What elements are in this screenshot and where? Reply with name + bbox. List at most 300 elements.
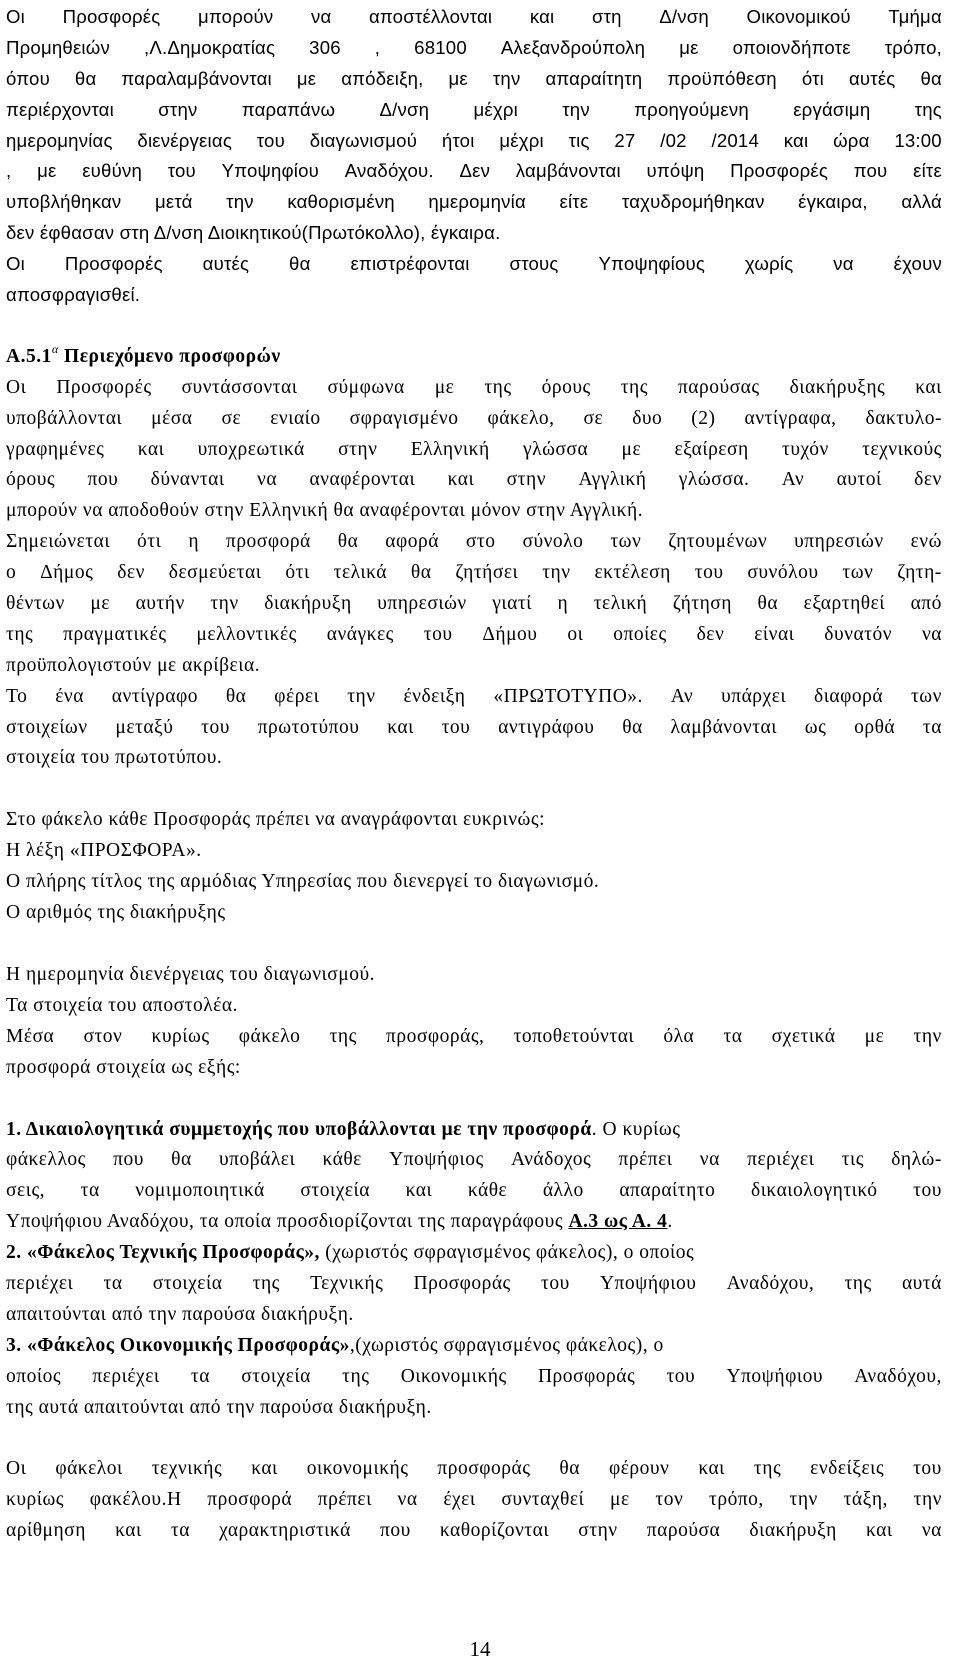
- word: της: [620, 376, 648, 398]
- word: σύμφωνα: [327, 376, 405, 398]
- word: της: [484, 376, 512, 398]
- text-line: απαιτούνται από την παρούσα διακήρυξη.: [6, 1303, 354, 1325]
- word: Δήμος: [40, 562, 94, 584]
- word: θα: [622, 716, 643, 738]
- word: και: [447, 469, 475, 491]
- word: φέρει: [274, 685, 320, 707]
- word: του: [666, 1365, 696, 1387]
- word: της: [844, 1272, 872, 1294]
- text-line: [6, 1331, 942, 1362]
- list-item: [6, 1238, 942, 1331]
- word: Αναδόχου,: [854, 1365, 942, 1387]
- word: διαφορά: [814, 685, 884, 707]
- word: Το: [6, 685, 28, 707]
- item-text: .: [667, 1211, 673, 1233]
- word: κάθε: [322, 1149, 362, 1171]
- item-text: ,(χωριστός σφραγισμένος φάκελος), ο: [349, 1334, 664, 1356]
- word: Τεχνικής: [310, 1272, 384, 1294]
- word: καθορισμένη: [287, 191, 395, 213]
- word: περιέρχονται: [6, 98, 114, 120]
- text-line: [6, 249, 942, 280]
- word: να: [310, 6, 332, 27]
- word: να: [833, 253, 854, 275]
- word: αρίθμηση: [6, 1520, 86, 1542]
- word: αντιγράφου: [498, 716, 595, 738]
- word: 68100: [414, 36, 467, 58]
- word: προϋπόθεση: [667, 67, 777, 89]
- word: Προσφορές: [730, 160, 829, 182]
- word: την: [789, 1489, 818, 1511]
- word: στοιχεία: [241, 1365, 311, 1387]
- word: υπάρχει: [721, 685, 787, 707]
- word: και: [387, 716, 414, 738]
- word: λαμβάνονται: [670, 716, 777, 738]
- word: Προσφορές: [56, 376, 152, 398]
- word: καθορίζονται: [439, 1520, 550, 1542]
- item-title: Φάκελος Τεχνικής Προσφοράς»,: [37, 1242, 320, 1264]
- word: σύνολο: [522, 531, 584, 553]
- word: περιέχει: [747, 1149, 815, 1171]
- word: πρωτοτύπου: [257, 716, 360, 738]
- text-line: [6, 404, 942, 435]
- word: προηγούμενη: [634, 98, 749, 120]
- word: Υποψήφιος: [389, 1149, 484, 1171]
- word: Υποψηφίους: [598, 253, 706, 275]
- word: χωρίς: [744, 253, 794, 275]
- word: θα: [920, 67, 942, 89]
- word: μέχρι: [499, 129, 544, 151]
- item-title: 1. Δικαιολογητικά συμμετοχής που υποβάλλονται με την προσφορά: [6, 1118, 592, 1140]
- word: ως: [804, 716, 827, 738]
- word: διενέργειας: [137, 129, 232, 151]
- word: με: [37, 160, 57, 182]
- word: Υποψήφιου: [599, 1272, 697, 1294]
- word: τα: [723, 1025, 743, 1047]
- word: ότι: [801, 67, 824, 89]
- word: τοποθετούνται: [513, 1025, 635, 1047]
- section-superscript: α: [51, 341, 59, 356]
- word: τελικά: [333, 562, 387, 584]
- text-line: [6, 465, 942, 496]
- section-title: Περιεχόμενο προσφορών: [64, 345, 281, 367]
- word: μετά: [154, 191, 193, 213]
- text-line: μπορούν να αποδοθούν στην Ελληνική θα αναφέρονται μόνον στην Αγγλική.: [6, 500, 644, 522]
- word: ζήτηση: [672, 593, 733, 615]
- word: τις: [568, 129, 590, 151]
- word: φάκελλος: [6, 1149, 86, 1171]
- word: (2): [691, 407, 716, 429]
- word: ο: [6, 562, 17, 584]
- word: γιατί: [492, 593, 532, 615]
- word: τα: [190, 1365, 210, 1387]
- word: παραλαμβάνονται: [121, 67, 272, 89]
- word: θα: [74, 67, 97, 89]
- word: ,: [374, 36, 381, 58]
- word: 27: [614, 129, 636, 151]
- text-line: [6, 435, 942, 466]
- word: εκτέλεση: [594, 562, 671, 584]
- word: ώρα: [833, 129, 870, 151]
- word: τρόπο,: [709, 1489, 764, 1511]
- word: στη: [591, 6, 622, 27]
- word: οικονομικής: [306, 1458, 409, 1480]
- text-line: [6, 1022, 942, 1053]
- word: Προσφοράς: [537, 1365, 636, 1387]
- spacer: [6, 774, 942, 805]
- word: προσφοράς,: [386, 1025, 485, 1047]
- word: οποιονδήποτε: [732, 36, 851, 58]
- word: που: [379, 1520, 411, 1542]
- word: ένα: [55, 685, 84, 707]
- word: θα: [757, 593, 779, 615]
- word: που: [113, 1149, 144, 1171]
- word: δεν: [117, 562, 145, 584]
- word: συνόλου: [747, 562, 819, 584]
- word: 306: [309, 36, 341, 58]
- word: διακήρυξη: [749, 1520, 837, 1542]
- word: /2014: [711, 129, 759, 151]
- word: λαμβάνονται: [515, 160, 621, 182]
- word: η: [188, 531, 200, 553]
- word: έχει: [443, 1489, 476, 1511]
- body-paragraph: [6, 373, 942, 775]
- spacer: [6, 1084, 942, 1115]
- word: με: [448, 67, 468, 89]
- word: αυτήν: [135, 593, 185, 615]
- word: δυο: [632, 407, 663, 429]
- word: άλλο: [542, 1180, 584, 1202]
- item-title: 3. «Φάκελος Οικονομικής Προσφοράς»: [6, 1334, 350, 1356]
- word: αυτές: [202, 253, 250, 275]
- body-paragraph: [6, 960, 942, 1084]
- word: σφραγισμένο: [349, 407, 459, 429]
- word: θέντων: [6, 593, 65, 615]
- word: παραπάνω: [241, 98, 336, 120]
- word: γλώσσα: [523, 438, 589, 460]
- text-line: Η ημερομηνία διενέργειας του διαγωνισμού.: [6, 963, 376, 985]
- word: του: [694, 562, 724, 584]
- word: να: [397, 1489, 418, 1511]
- item-text: . Ο κυρίως: [591, 1118, 681, 1140]
- word: Αν: [670, 685, 694, 707]
- word: όπου: [6, 67, 50, 89]
- word: κυρίως: [6, 1489, 65, 1511]
- word: έγκαιρα,: [798, 191, 868, 213]
- word: ημερομηνία: [428, 191, 526, 213]
- word: ότι: [285, 562, 310, 584]
- word: του: [423, 623, 453, 645]
- word: στην: [506, 469, 547, 491]
- word: συντάσσονται: [181, 376, 298, 398]
- word: την: [492, 67, 521, 89]
- word: δεν: [696, 623, 725, 645]
- word: Προμηθειών: [6, 36, 110, 58]
- word: και: [698, 1458, 725, 1480]
- word: Αλεξανδρούπολη: [500, 36, 646, 58]
- word: φέρουν: [608, 1458, 670, 1480]
- word: ενιαίο: [270, 407, 321, 429]
- word: της: [342, 1365, 370, 1387]
- word: και: [915, 376, 942, 398]
- word: δακτυλο-: [865, 407, 942, 429]
- text-line: [6, 1176, 942, 1207]
- word: της: [914, 98, 942, 120]
- word: ενδείξεις: [810, 1458, 885, 1480]
- word: Ελληνική: [410, 438, 490, 460]
- word: δηλώ-: [891, 1149, 942, 1171]
- word: των: [910, 685, 942, 707]
- word: Μέσα: [6, 1025, 55, 1047]
- word: την: [562, 98, 590, 120]
- spacer: [6, 929, 942, 960]
- word: Αναδόχου.: [344, 160, 434, 182]
- word: που: [87, 469, 119, 491]
- word: στοιχεία: [152, 1272, 223, 1294]
- word: της: [252, 1272, 280, 1294]
- word: του: [256, 129, 285, 151]
- text-line: [6, 1238, 942, 1269]
- text-line: [6, 373, 942, 404]
- word: Οι: [6, 253, 25, 275]
- word: και: [137, 438, 165, 460]
- text-line: Τα στοιχεία του αποστολέα.: [6, 994, 238, 1016]
- word: Οι: [6, 1458, 27, 1480]
- list-item: [6, 1331, 942, 1424]
- word: Οι: [6, 376, 27, 398]
- text-line: Ο πλήρης τίτλος της αρμόδιας Υπηρεσίας που διενεργεί το διαγωνισμό.: [6, 871, 600, 893]
- text-line: [6, 1269, 942, 1300]
- word: ζητήσει: [455, 562, 519, 584]
- word: αποστέλλονται: [368, 6, 493, 27]
- word: την: [913, 1489, 942, 1511]
- text-line: [6, 527, 942, 558]
- text-line: [6, 2, 942, 33]
- text-line: [6, 558, 942, 589]
- text-line: [6, 95, 942, 126]
- word: να: [921, 623, 942, 645]
- spacer: [6, 1423, 942, 1454]
- word: στους: [509, 253, 559, 275]
- text-line: [6, 156, 942, 187]
- intro-paragraph: [6, 2, 942, 311]
- word: μεταξύ: [115, 716, 174, 738]
- item-number: 2. «: [6, 1242, 38, 1264]
- word: δύνανται: [150, 469, 225, 491]
- word: αυτά: [901, 1272, 942, 1294]
- envelope-markings: [6, 805, 942, 929]
- word: με: [90, 593, 111, 615]
- closing-paragraph: [6, 1454, 942, 1547]
- word: θα: [410, 562, 432, 584]
- word: θα: [225, 685, 247, 707]
- word: «ΠΡΩΤΟΤΥΠΟ».: [493, 685, 643, 707]
- word: Δήμου: [482, 623, 538, 645]
- word: Προσφοράς: [413, 1272, 511, 1294]
- word: ταχυδρομήθηκαν: [621, 191, 765, 213]
- word: υποχρεωτικά: [197, 438, 305, 460]
- word: είναι: [754, 623, 795, 645]
- word: και: [529, 6, 555, 27]
- text-line: [6, 33, 942, 64]
- word: σε: [221, 407, 242, 429]
- word: πρέπει: [618, 1149, 673, 1171]
- text-line: [6, 713, 942, 744]
- word: και: [783, 129, 809, 151]
- word: σε: [583, 407, 604, 429]
- word: όλα: [663, 1025, 695, 1047]
- text-line: [6, 1145, 942, 1176]
- list-item: [6, 1115, 942, 1239]
- word: Δεν: [459, 160, 491, 182]
- text-line: [6, 64, 942, 95]
- word: και: [115, 1520, 142, 1542]
- word: θα: [337, 531, 359, 553]
- word: όρους: [541, 376, 591, 398]
- text-line: [6, 620, 942, 651]
- word: με: [434, 376, 455, 398]
- word: στοιχεία: [300, 1180, 371, 1202]
- word: και: [405, 1180, 433, 1202]
- word: ,Λ.Δημοκρατίας: [143, 36, 276, 58]
- word: όρους: [6, 469, 56, 491]
- word: του: [201, 716, 230, 738]
- text-line: [6, 187, 942, 218]
- word: της: [6, 623, 34, 645]
- word: μέχρι: [473, 98, 518, 120]
- word: δεν: [914, 469, 942, 491]
- word: εξαρτηθεί: [803, 593, 886, 615]
- word: οι: [567, 623, 584, 645]
- word: τα: [103, 1272, 123, 1294]
- word: του: [540, 1272, 570, 1294]
- word: θα: [171, 1149, 192, 1171]
- word: επιστρέφονται: [350, 253, 470, 275]
- word: Υποψηφίου: [221, 160, 320, 182]
- word: απόδειξη,: [341, 67, 424, 89]
- document-page: [6, 2, 942, 1547]
- word: Προσφορές: [64, 253, 163, 275]
- word: ζητουμένων: [668, 531, 768, 553]
- word: την: [542, 562, 571, 584]
- word: Οι: [6, 6, 25, 27]
- text-line: Ο αριθμός της διακήρυξης: [6, 902, 226, 924]
- word: πραγματικές: [63, 623, 167, 645]
- word: υποβάλλονται: [6, 407, 123, 429]
- word: και: [251, 1458, 278, 1480]
- word: υποβάλει: [218, 1149, 296, 1171]
- text-line: [6, 1207, 942, 1238]
- word: στην: [578, 1520, 618, 1542]
- word: ζητη-: [897, 562, 942, 584]
- word: τεχνικής: [151, 1458, 223, 1480]
- word: αλλά: [901, 191, 942, 213]
- word: υπόψη: [646, 160, 705, 182]
- word: αναφέρονται: [309, 469, 416, 491]
- word: οποίες: [613, 623, 667, 645]
- word: την: [347, 685, 376, 707]
- word: φάκελο,: [487, 407, 555, 429]
- page-number: 14: [469, 1637, 491, 1661]
- text-line: [6, 1362, 942, 1393]
- word: διαγωνισμού: [309, 129, 418, 151]
- word: τις: [841, 1149, 864, 1171]
- word: η: [557, 593, 569, 615]
- word: Σημειώνεται: [6, 531, 111, 553]
- word: του: [913, 1180, 942, 1202]
- word: φάκελοι: [55, 1458, 123, 1480]
- word: /02: [660, 129, 687, 151]
- word: εξαίρεση: [674, 438, 749, 460]
- word: τα: [170, 1520, 190, 1542]
- word: τα: [80, 1180, 100, 1202]
- word: τάξη,: [843, 1489, 888, 1511]
- word: να: [699, 1149, 720, 1171]
- word: υπηρεσιών: [377, 593, 467, 615]
- text-line: [6, 589, 942, 620]
- word: τρόπο,: [884, 36, 942, 58]
- word: ήτοι: [441, 129, 475, 151]
- word: Προσφορές: [62, 6, 161, 27]
- item-text: Υποψήφιου Αναδόχου, τα οποία προσδιορίζονται της παραγράφους: [6, 1211, 569, 1233]
- word: ότι: [137, 531, 162, 553]
- text-line: Η λέξη «ΠΡΟΣΦΟΡΑ».: [6, 840, 202, 862]
- word: στην: [338, 438, 378, 460]
- word: 13:00: [894, 129, 942, 151]
- word: του: [913, 1458, 942, 1480]
- text-line: της αυτά απαιτούνται από την παρούσα διακήρυξη.: [6, 1396, 432, 1418]
- word: διακήρυξης: [789, 376, 886, 398]
- word: αυτές: [848, 67, 896, 89]
- word: από: [910, 593, 942, 615]
- word: τα: [922, 716, 942, 738]
- word: ευθύνη: [82, 160, 142, 182]
- word: που: [853, 160, 888, 182]
- word: ανάγκες: [326, 623, 394, 645]
- word: στην: [158, 98, 198, 120]
- text-line: [6, 1516, 942, 1547]
- text-line: δεν έφθασαν στη Δ/νση Διοικητικού(Πρωτόκολλο), έγκαιρα.: [6, 222, 501, 244]
- word: προσφορά: [225, 531, 311, 553]
- word: Αναδόχου,: [726, 1272, 815, 1294]
- item-text: (χωριστός σφραγισμένος φάκελος), ο οποίος: [319, 1242, 695, 1264]
- word: δυνατόν: [824, 623, 893, 645]
- word: στο: [465, 531, 496, 553]
- word: της: [329, 1025, 357, 1047]
- word: κυρίως: [151, 1025, 210, 1047]
- word: σχετικά: [771, 1025, 836, 1047]
- section-reference: Α.3 ως Α. 4: [568, 1211, 668, 1233]
- word: τεχνικούς: [862, 438, 942, 460]
- word: ορθά: [854, 716, 896, 738]
- word: Αν: [781, 469, 805, 491]
- word: και: [866, 1520, 893, 1542]
- word: των: [610, 531, 642, 553]
- word: είτε: [559, 191, 589, 213]
- text-line: [6, 1485, 942, 1516]
- word: Δ/νση: [379, 98, 430, 120]
- word: αντίγραφα,: [744, 407, 837, 429]
- word: απαραίτητο: [619, 1180, 716, 1202]
- word: γλώσσα.: [678, 469, 750, 491]
- word: την: [210, 593, 239, 615]
- word: των: [842, 562, 874, 584]
- word: αφορά: [385, 531, 439, 553]
- word: μπορούν: [197, 6, 274, 27]
- section-heading: [6, 342, 942, 373]
- text-line: [6, 126, 942, 157]
- word: νομιμοποιητικά: [135, 1180, 265, 1202]
- word: φάκελο: [238, 1025, 301, 1047]
